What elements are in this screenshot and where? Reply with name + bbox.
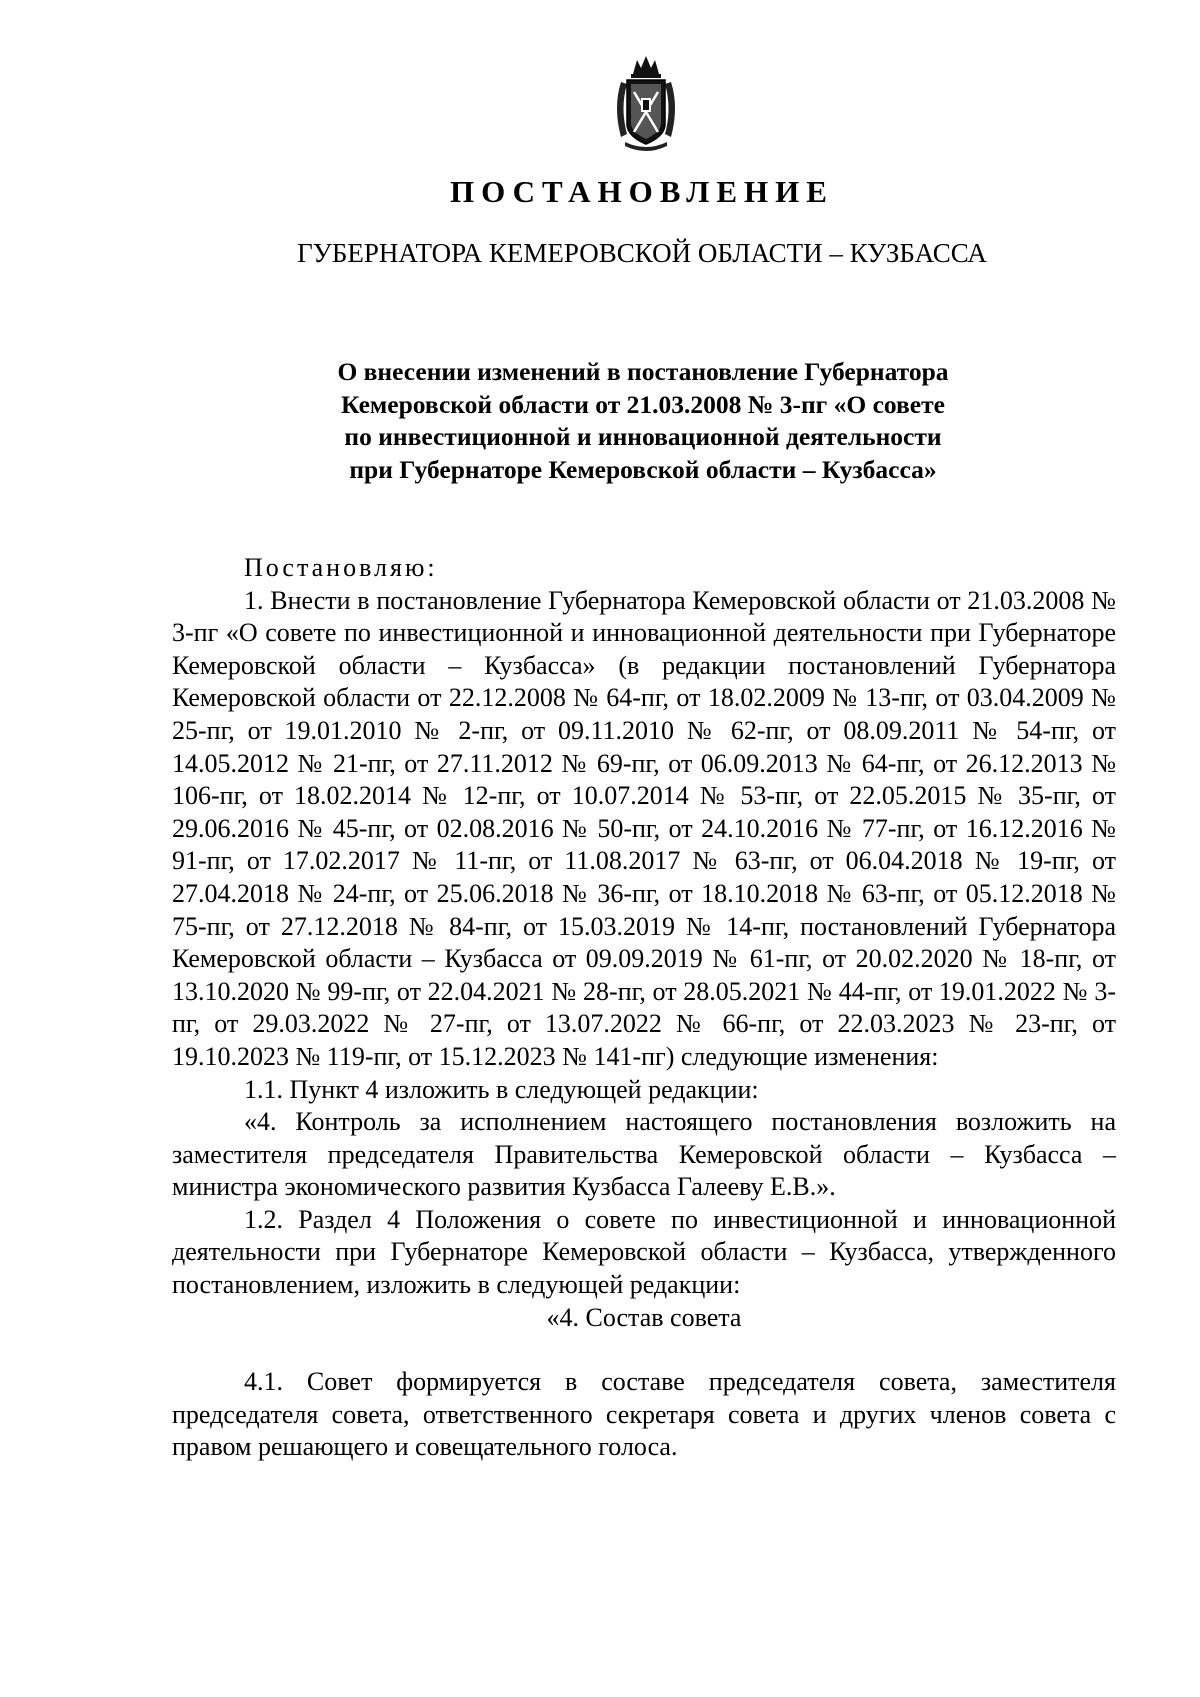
paragraph-4-1: 4.1. Совет формируется в составе председателя совета, заместителя председателя совета, ответственного секретаря совета и других членов совета с правом решающего и совещательного голоса. bbox=[172, 1367, 1116, 1462]
title-line: Кемеровской области от 21.03.2008 № 3-пг «О совете bbox=[341, 389, 945, 419]
decree-word: Постановляю: bbox=[244, 553, 438, 582]
title-line: О внесении изменений в постановление Губернатора bbox=[337, 357, 949, 386]
document-type: ПОСТАНОВЛЕНИЕ bbox=[450, 174, 834, 209]
title-line: при Губернаторе Кемеровской области – Кузбасса» bbox=[349, 454, 937, 484]
paragraph-1-1: 1.1. Пункт 4 изложить в следующей редакции: bbox=[244, 1074, 759, 1104]
title-line: по инвестиционной и инновационной деятельности bbox=[344, 422, 942, 451]
issuer-name: ГУБЕРНАТОРА КЕМЕРОВСКОЙ ОБЛАСТИ – КУЗБАССА bbox=[297, 238, 987, 268]
section-heading: «4. Состав совета bbox=[546, 1302, 742, 1332]
paragraph-1-1-text: «4. Контроль за исполнением настоящего постановления возложить на заместителя председателя Правительства Кемеровской области – Кузбасса – министра экономического развития Кузбасса Галееву Е.В.». bbox=[172, 1107, 1116, 1202]
spacer bbox=[172, 1334, 1116, 1366]
paragraph-1: 1. Внести в постановление Губернатора Кемеровской области от 21.03.2008 № 3-пг «О совете по инвестиционной и инновационной деятельности при Губернаторе Кемеровской области – Кузбасса» (в редакции постановлений Губернатора Кемеровской области от 22.12.2008 № 64-пг, от 18.02.2009 № 13-пг, от 03.04.2009 № 25-пг, от 19.01.2010 № 2-пг, от 09.11.2010 № 62-пг, от 08.09.2011 № 54-пг, от 14.05.2012 № 21-пг, от 27.11.2012 № 69-пг, от 06.09.2013 № 64-пг, от 26.12.2013 № 106-пг, от 18.02.2014 № 12-пг, от 10.07.2014 № 53-пг, от 22.05.2015 № 35-пг, от 29.06.2016 № 45-пг, от 02.08.2016 № 50-пг, от 24.10.2016 № 77-пг, от 16.12.2016 № 91-пг, от 17.02.2017 № 11-пг, от 11.08.2017 № 63-пг, от 06.04.2018 № 19-пг, от 27.04.2018 № 24-пг, от 25.06.2018 № 36-пг, от 18.10.2018 № 63-пг, от 05.12.2018 № 75-пг, от 27.12.2018 № 84-пг, от 15.03.2019 № 14-пг, постановлений Губернатора Кемеровской области – Кузбасса от 09.09.2019 № 61-пг, от 20.02.2020 № 18-пг, от 13.10.2020 № 99-пг, от 22.04.2021 № 28-пг, от 28.05.2021 № 44-пг, от 19.01.2022 № 3-пг, от 29.03.2022 № 27-пг, от 13.07.2022 № 66-пг, от 22.03.2023 № 23-пг, от 19.10.2023 № 119-пг, от 15.12.2023 № 141-пг) следующие изменения: bbox=[172, 585, 1116, 1071]
document-body bbox=[172, 552, 1116, 1464]
document-title bbox=[0, 356, 1200, 486]
coat-of-arms-icon bbox=[611, 52, 681, 152]
paragraph-1-2: 1.2. Раздел 4 Положения о совете по инвестиционной и инновационной деятельности при Губернаторе Кемеровской области – Кузбасса, утвержденного постановлением, изложить в следующей редакции: bbox=[172, 1204, 1116, 1300]
